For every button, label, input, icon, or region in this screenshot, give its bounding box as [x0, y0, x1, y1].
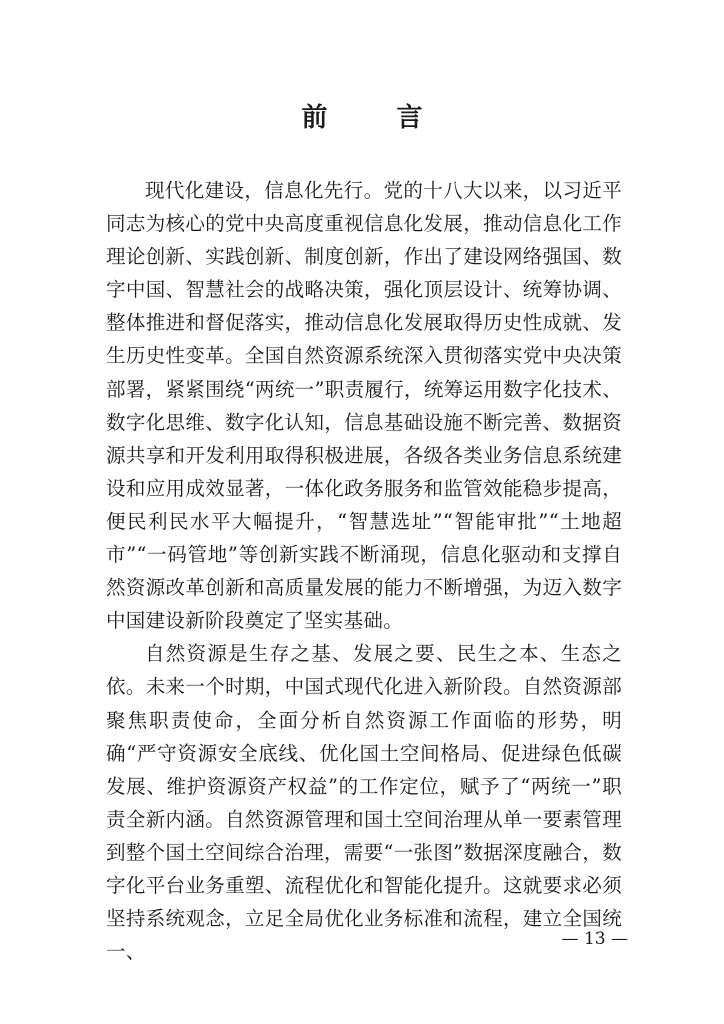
paragraph-2: 自然资源是生存之基、发展之要、民生之本、生态之依。未来一个时期，中国式现代化进入新阶段。自然资源部聚焦职责使命，全面分析自然资源工作面临的形势，明确“严守资源安全底线、优化国土空间格局、促进绿色低碳发展、维护资源资产权益”的工作定位，赋予了“两统一”职责全新内涵。自然资源管理和国土空间治理从单一要素管理到整个国土空间综合治理，需要“一张图”数据深度融合，数字化平台业务重塑、流程优化和智能化提升。这就要求必须坚持系统观念，立足全局优化业务标准和流程，建立全国统一、: [106, 642, 622, 964]
paragraph-1: 现代化建设，信息化先行。党的十八大以来，以习近平同志为核心的党中央高度重视信息化发展，推动信息化工作理论创新、实践创新、制度创新，作出了建设网络强国、数字中国、智慧社会的战略决策，强化顶层设计、统筹协调、整体推进和督促落实，推动信息化发展取得历史性成就、发生历史性变革。全国自然资源系统深入贯彻落实党中央决策部署，紧紧围绕“两统一”职责履行，统筹运用数字化技术、数字化思维、数字化认知，信息基础设施不断完善、数据资源共享和开发利用取得积极进展，各级各类业务信息系统建设和应用成效显著，一体化政务服务和监管效能稳步提高，便民利民水平大幅提升，“智慧选址”“智能审批”“土地超市”“一码管地”等创新实践不断涌现，信息化驱动和支撑自然资源改革创新和高质量发展的能力不断增强，为迈入数字中国建设新阶段奠定了坚实基础。: [106, 179, 622, 633]
body-text: [106, 174, 622, 968]
page-number: — 13 —: [561, 929, 628, 949]
page-title: 前 言: [301, 103, 453, 133]
